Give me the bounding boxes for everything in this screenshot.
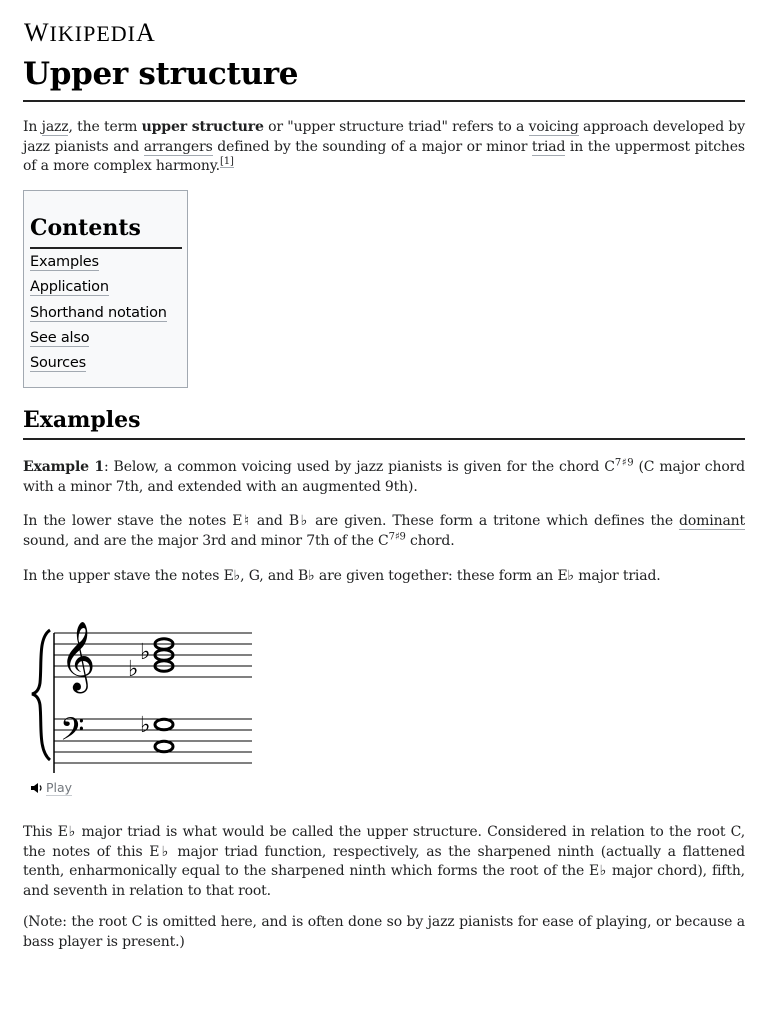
intro-text: defined by the sounding of a major or minor (212, 138, 532, 155)
link-arrangers[interactable]: arrangers (143, 138, 213, 155)
link-triad[interactable]: triad (531, 138, 566, 155)
grand-staff-brace (32, 630, 50, 760)
intro-text: , the term (68, 119, 142, 135)
toc-item-examples[interactable]: Examples (30, 254, 99, 270)
audio-play-button[interactable] (30, 780, 72, 796)
toc-item-see-also[interactable]: See also (30, 329, 90, 346)
example-label: Example 1 (23, 459, 104, 475)
flat-icon: ♭ (140, 640, 151, 665)
chord-superscript: 7♯9 (388, 530, 406, 542)
reference-link[interactable]: [1] (219, 156, 234, 168)
intro-text: or "upper structure triad" refers to a (263, 119, 529, 135)
section-heading-examples: Examples (23, 407, 141, 433)
title-divider (23, 100, 745, 102)
intro-paragraph (23, 118, 745, 177)
treble-chord (128, 639, 173, 682)
intro-text: in the uppermost pitches of a more complex harmony. (23, 138, 745, 174)
section-divider (23, 438, 745, 440)
toc-divider (30, 247, 182, 249)
example-1-paragraph (23, 458, 745, 497)
whole-note (155, 741, 173, 752)
whole-note (155, 719, 173, 730)
table-of-contents (23, 190, 188, 388)
link-jazz[interactable]: jazz (41, 119, 69, 135)
example-text: : Below, a common voicing used by jazz pianists is given for the chord C (103, 459, 615, 475)
toc-item-sources[interactable]: Sources (30, 355, 86, 372)
paragraph-text: chord. (405, 532, 455, 549)
link-dominant[interactable]: dominant (679, 513, 745, 529)
wikipedia-logo[interactable]: WIKIPEDIA (24, 18, 156, 47)
example-text: (C major chord with a minor 7th, and extended with an augmented 9th). (23, 459, 745, 495)
play-label: Play (46, 780, 73, 795)
flat-icon: ♭ (128, 657, 139, 682)
upper-stave-paragraph: In the upper stave the notes E♭, G, and B♭ are given together: these form an E♭ major triad. (23, 568, 661, 584)
music-score-image[interactable] (30, 608, 260, 778)
intro-text: approach developed by jazz pianists and (23, 119, 745, 155)
treble-clef-icon: 𝄞 (60, 621, 96, 691)
page-title: Upper structure (23, 56, 299, 92)
paragraph-text: sound, and are the major 3rd and minor 7th of the C (23, 532, 389, 549)
flat-icon: ♭ (140, 713, 151, 738)
toc-item-shorthand-notation[interactable]: Shorthand notation (30, 304, 167, 321)
toc-list (30, 254, 167, 380)
intro-text: In (23, 119, 42, 135)
link-voicing[interactable]: voicing (528, 119, 579, 135)
lower-stave-paragraph (23, 512, 745, 551)
paragraph-text: In the lower stave the notes E♮ and B♭ are given. These form a tritone which defines the (23, 513, 680, 529)
note-paragraph: (Note: the root C is omitted here, and is often done so by jazz pianists for ease of playing, or because a bass player is present.) (23, 914, 745, 950)
bass-clef-icon: 𝄢 (60, 711, 85, 755)
chord-superscript: 7♯9 (614, 457, 634, 469)
toc-title: Contents (30, 215, 141, 241)
speaker-icon (30, 782, 43, 794)
upper-structure-paragraph: This E♭ major triad is what would be called the upper structure. Considered in relation to the root C, the notes of this E♭ major triad function, respectively, as the sharpened ninth (actually a flattened tenth, enharmonically equal to the sharpened ninth which forms the root of the E♭ major chord), fifth, and seventh in relation to that root. (23, 824, 745, 899)
bold-term: upper structure (141, 119, 264, 135)
toc-item-application[interactable]: Application (30, 279, 109, 296)
